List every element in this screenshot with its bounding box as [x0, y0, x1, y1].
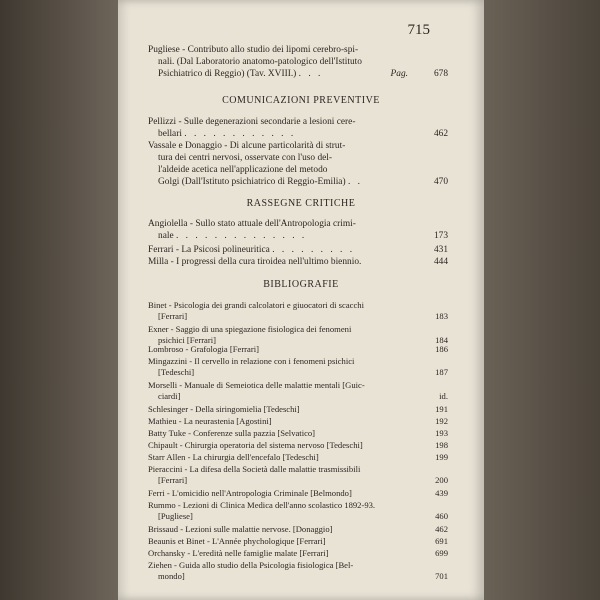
- bibliography-entry: [148, 380, 448, 403]
- entry-line: Pellizzi - Sulle degenerazioni secondarie a lesioni cere-: [148, 117, 356, 127]
- entry-page-ref: 198: [435, 440, 448, 450]
- entry-page-ref: 470: [433, 177, 448, 187]
- entry-page-ref: 678: [433, 69, 448, 79]
- entry-line: Vassale e Donaggio - Di alcune particolarità di strut-: [148, 141, 346, 151]
- entry-page-ref: 462: [435, 524, 448, 534]
- entry-line: Ziehen - Guida allo studio della Psicologia fisiologica [Bel-: [148, 560, 354, 570]
- entry-line: ciardi]: [158, 391, 181, 402]
- entry-line: Lombroso - Grafologia [Ferrari]: [148, 344, 259, 354]
- bibliography-entry: [148, 488, 448, 499]
- bibliography-entry: [148, 500, 448, 523]
- entry-line: Mingazzini - Il cervello in relazione con i fenomeni psichici: [148, 356, 355, 366]
- pag-label: Pag.: [390, 69, 408, 79]
- entry-page-ref: 199: [435, 452, 448, 462]
- entry-line: Golgi (Dall'Istituto psichiatrico di Reggio-Emilia) . .: [158, 177, 363, 187]
- bibliography-entry: [148, 524, 448, 535]
- toc-entry: [148, 256, 448, 268]
- page-number: 715: [407, 22, 430, 38]
- entry-line: psichici [Ferrari]: [158, 335, 216, 346]
- toc-entry: [148, 140, 448, 188]
- entry-page-ref: 183: [435, 311, 448, 322]
- toc-entry: [148, 244, 448, 256]
- bibliography-entry: [148, 356, 448, 379]
- book-edge: [484, 0, 600, 600]
- bibliography-entry: [148, 428, 448, 439]
- entry-page-ref: 187: [435, 367, 448, 378]
- entry-line: Ferri - L'omicidio nell'Antropologia Criminale [Belmondo]: [148, 488, 352, 498]
- toc-entry: [148, 116, 448, 140]
- bibliography-entry: [148, 344, 448, 355]
- entry-line: Beaunis et Binet - L'Année phychologique [Ferrari]: [148, 536, 326, 546]
- bibliography-entry: [148, 452, 448, 463]
- entry-page-ref: 186: [435, 344, 448, 354]
- entry-line: bellari . . . . . . . . . . . .: [158, 129, 296, 139]
- bibliography-entry: [148, 464, 448, 487]
- entry-line: nali. (Dal Laboratorio anatomo-patologico dell'Istituto: [158, 57, 362, 67]
- entry-page-ref: 691: [435, 536, 448, 546]
- entry-line: Ferrari - La Psicosi polineuritica . . . . . . . . .: [148, 245, 355, 255]
- entry-page-ref: 462: [433, 129, 448, 139]
- entry-line: [Ferrari]: [158, 311, 188, 322]
- entry-line: [Tedeschi]: [158, 367, 195, 378]
- entry-line: Starr Allen - La chirurgia dell'encefalo [Tedeschi]: [148, 452, 319, 462]
- entry-line: Chipault - Chirurgia operatoria del sistema nervoso [Tedeschi]: [148, 440, 363, 450]
- entry-page-ref: 200: [435, 475, 448, 486]
- entry-line: Orchansky - L'eredità nelle famiglie malate [Ferrari]: [148, 548, 329, 558]
- bibliography-entry: [148, 548, 448, 559]
- entry-line: Milla - I progressi della cura tiroidea nell'ultimo biennio.: [148, 257, 362, 267]
- bibliography-entry: [148, 560, 448, 583]
- entry-page-ref: 431: [433, 245, 448, 255]
- entry-line: Binet - Psicologia dei grandi calcolatori e giuocatori di scacchi: [148, 300, 364, 310]
- entry-line: nale . . . . . . . . . . . . . .: [158, 231, 307, 241]
- entry-line: Pugliese - Contributo allo studio dei lipomi cerebro-spi-: [148, 45, 359, 55]
- entry-page-ref: 193: [435, 428, 448, 438]
- bibliography-entry: [148, 300, 448, 323]
- entry-line: [Ferrari]: [158, 475, 188, 486]
- entry-line: Exner - Saggio di una spiegazione fisiologica dei fenomeni: [148, 324, 352, 334]
- entry-page-ref: 173: [433, 231, 448, 241]
- entry-line: Morselli - Manuale di Semeiotica delle malattie mentali [Guic-: [148, 380, 365, 390]
- entry-page-ref: 444: [433, 257, 448, 267]
- entry-line: Batty Tuke - Conferenze sulla pazzia [Selvatico]: [148, 428, 316, 438]
- entry-page-ref: 699: [435, 548, 448, 558]
- entry-line: tura dei centri nervosi, osservate con l'uso del-: [158, 153, 333, 163]
- bibliography-entry: [148, 416, 448, 427]
- bibliography-entry: [148, 536, 448, 547]
- toc-entry-pugliese: [148, 44, 448, 80]
- entry-page-ref: id.: [439, 391, 448, 402]
- book-page: [118, 0, 484, 600]
- entry-line: [Pugliese]: [158, 511, 193, 522]
- book-spine-shadow: [0, 0, 118, 600]
- entry-page-ref: 460: [435, 511, 448, 522]
- section-heading-comunicazioni: COMUNICAZIONI PREVENTIVE: [222, 95, 380, 106]
- entry-line: Rummo - Lezioni di Clinica Medica dell'anno scolastico 1892-93.: [148, 500, 376, 510]
- entry-line: Mathieu - La neurastenia [Agostini]: [148, 416, 272, 426]
- bibliography-entry: [148, 404, 448, 415]
- entry-page-ref: 701: [435, 571, 448, 582]
- entry-line: Brissaud - Lezioni sulle malattie nervose. [Donaggio]: [148, 524, 333, 534]
- entry-line: Angiolella - Sullo stato attuale dell'Antropologia crimi-: [148, 219, 356, 229]
- entry-line: l'aldeide acetica nell'applicazione del metodo: [158, 165, 328, 175]
- entry-line: Psichiatrico di Reggio) (Tav. XVIII.) . . .: [158, 69, 323, 79]
- entry-line: mondo]: [158, 571, 185, 582]
- section-heading-rassegne: RASSEGNE CRITICHE: [246, 198, 356, 209]
- entry-page-ref: 439: [435, 488, 448, 498]
- entry-line: Schlesinger - Della siringomielia [Tedeschi]: [148, 404, 300, 414]
- bibliography-entry: [148, 440, 448, 451]
- entry-page-ref: 192: [435, 416, 448, 426]
- entry-line: Pieraccini - La difesa della Società dalle malattie trasmissibili: [148, 464, 361, 474]
- entry-page-ref: 184: [435, 335, 448, 346]
- section-heading-bibliografie: BIBLIOGRAFIE: [263, 279, 339, 290]
- entry-page-ref: 191: [435, 404, 448, 414]
- toc-entry: [148, 218, 448, 242]
